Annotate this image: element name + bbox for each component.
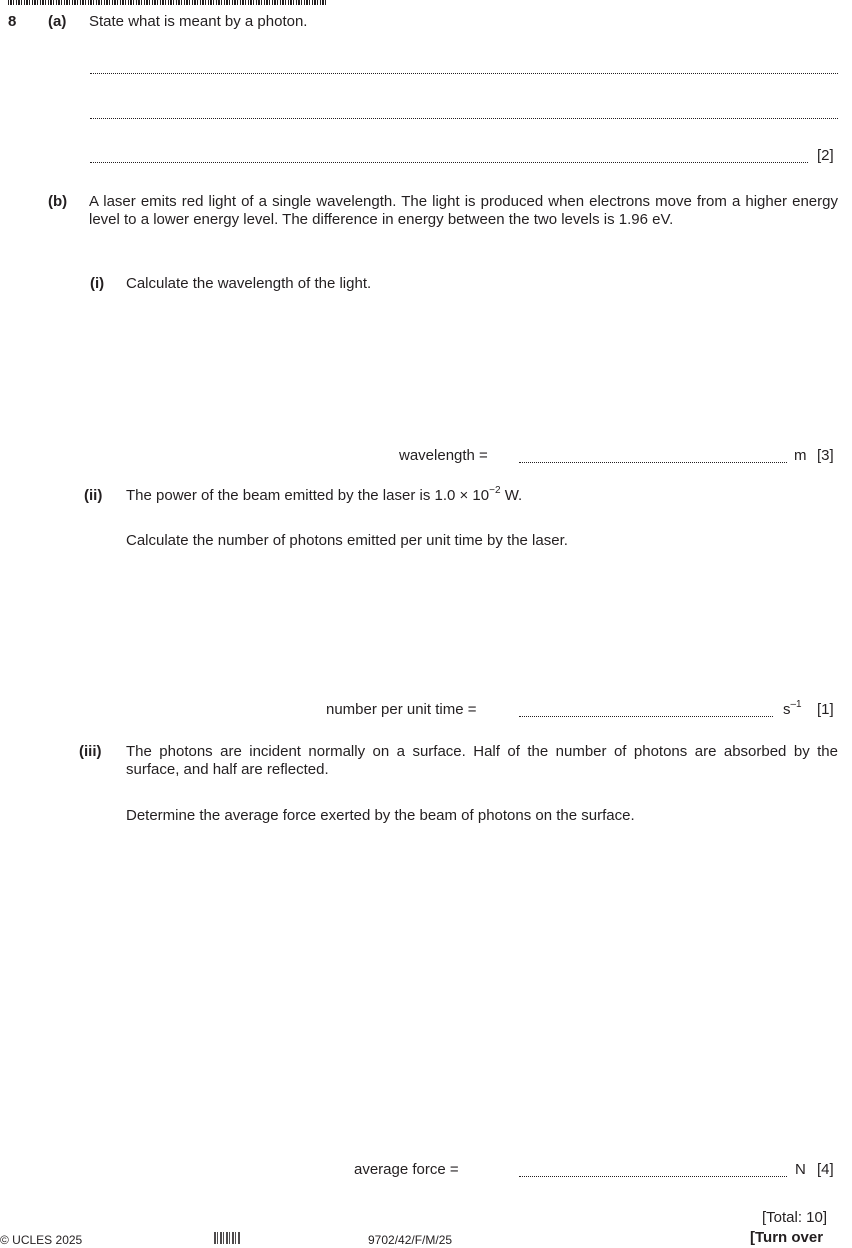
photon-rate-answer-label: number per unit time = xyxy=(326,701,477,718)
part-b-i-marks: [3] xyxy=(817,447,834,464)
part-b-label: (b) xyxy=(48,193,68,210)
part-b-iii-marks: [4] xyxy=(817,1161,834,1178)
wavelength-answer-label: wavelength = xyxy=(399,447,488,464)
footer-qr-code xyxy=(214,1232,240,1244)
part-b-ii-marks: [1] xyxy=(817,701,834,718)
part-b-i-label: (i) xyxy=(90,275,105,292)
photon-rate-unit-base: s xyxy=(783,701,791,718)
answer-line-a-2[interactable] xyxy=(90,118,838,119)
force-unit: N xyxy=(795,1161,806,1178)
question-number: 8 xyxy=(8,13,17,30)
part-b-ii-text-unit: W. xyxy=(500,487,523,504)
part-b-iii-text: The photons are incident normally on a surface. Half of the number of photons are absorbed by the surface, and half are reflected. xyxy=(126,743,838,778)
part-a-text: State what is meant by a photon. xyxy=(89,13,308,30)
part-b-ii-text2: Calculate the number of photons emitted per unit time by the laser. xyxy=(126,532,568,549)
answer-line-a-1[interactable] xyxy=(90,73,838,74)
answer-line-a-3[interactable] xyxy=(90,162,808,163)
part-a-marks: [2] xyxy=(817,147,834,164)
force-answer-label: average force = xyxy=(354,1161,459,1178)
force-answer-line[interactable] xyxy=(519,1176,787,1177)
turn-over: [Turn over xyxy=(750,1229,824,1246)
part-b-iii-label: (iii) xyxy=(79,743,102,760)
copyright: © UCLES 2025 xyxy=(0,1233,83,1247)
header-barcode xyxy=(8,0,326,5)
part-a-label: (a) xyxy=(48,13,67,30)
part-b-i-text: Calculate the wavelength of the light. xyxy=(126,275,372,292)
part-b-ii-label: (ii) xyxy=(84,487,103,504)
wavelength-unit: m xyxy=(794,447,807,464)
part-b-ii-text-main: The power of the beam emitted by the laser is 1.0 × 10 xyxy=(126,487,490,504)
part-b-text: A laser emits red light of a single wavelength. The light is produced when electrons move from a higher energy level to a lower energy level. The difference in energy between the two levels is 1.96 eV. xyxy=(89,193,838,228)
paper-code: 9702/42/F/M/25 xyxy=(368,1233,453,1247)
part-b-ii-text xyxy=(126,487,522,505)
part-b-iii-text2: Determine the average force exerted by the beam of photons on the surface. xyxy=(126,807,635,824)
photon-rate-answer-line[interactable] xyxy=(519,716,773,717)
part-b-ii-text-exponent: −2 xyxy=(489,485,501,496)
wavelength-answer-line[interactable] xyxy=(519,462,787,463)
total-marks: [Total: 10] xyxy=(762,1209,828,1226)
photon-rate-unit-exponent: –1 xyxy=(790,699,802,710)
photon-rate-unit xyxy=(783,701,802,719)
